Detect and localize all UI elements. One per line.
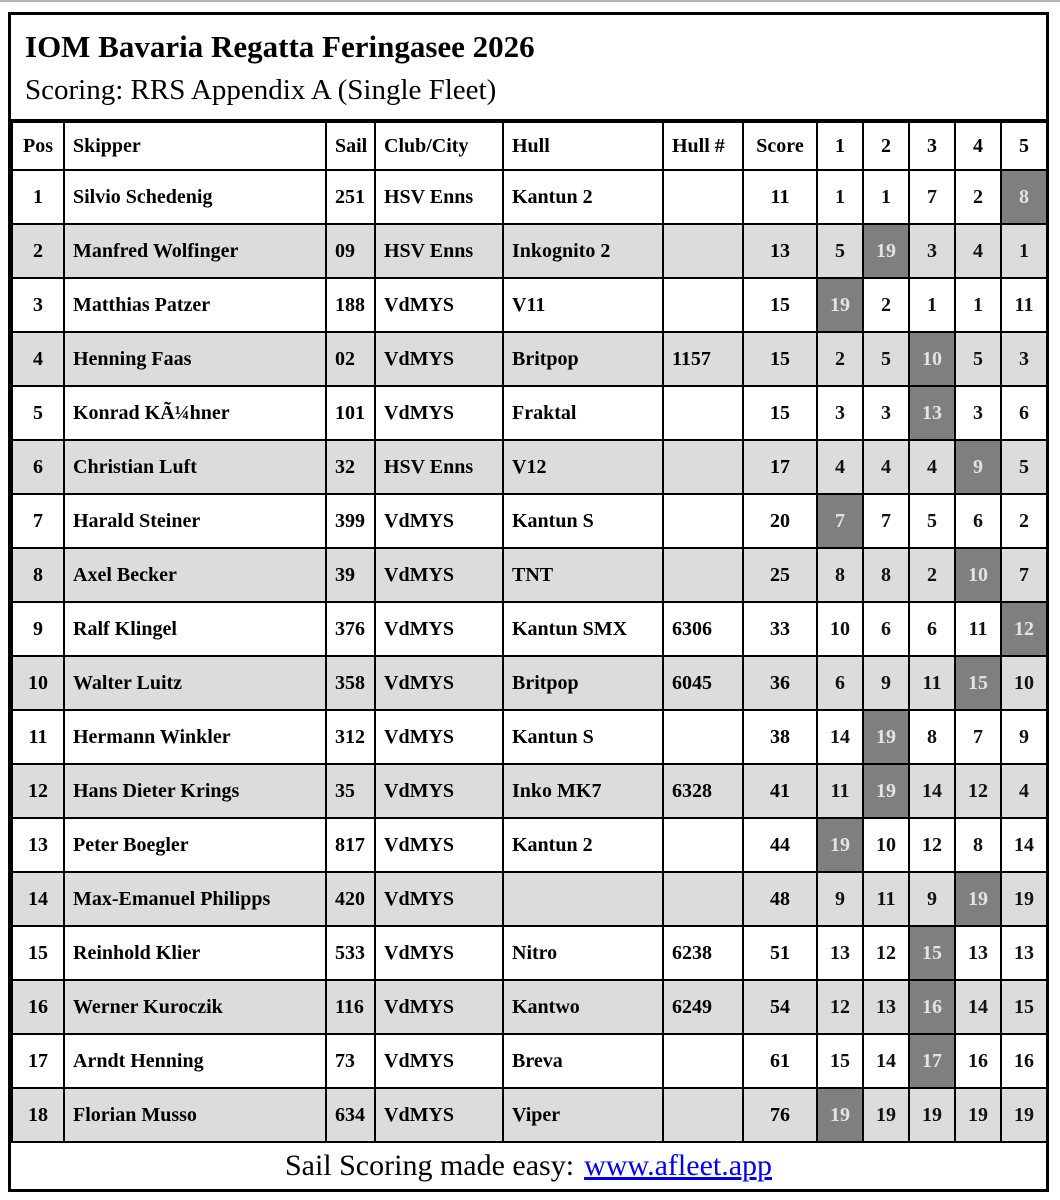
hull-number-cell bbox=[663, 710, 743, 764]
column-header-race-2: 2 bbox=[863, 122, 909, 170]
race-score-cell: 3 bbox=[1001, 332, 1047, 386]
race-score-cell: 1 bbox=[955, 278, 1001, 332]
club-cell: HSV Enns bbox=[375, 170, 503, 224]
race-score-cell: 19 bbox=[863, 224, 909, 278]
sail-cell: 420 bbox=[326, 872, 375, 926]
race-score-cell: 7 bbox=[817, 494, 863, 548]
column-header-hull: Hull bbox=[503, 122, 663, 170]
score-cell: 15 bbox=[743, 332, 817, 386]
table-row bbox=[12, 602, 1047, 656]
skipper-cell: Matthias Patzer bbox=[64, 278, 326, 332]
race-score-cell: 10 bbox=[863, 818, 909, 872]
table-row bbox=[12, 872, 1047, 926]
club-cell: VdMYS bbox=[375, 872, 503, 926]
race-score-cell: 3 bbox=[909, 224, 955, 278]
pos-cell: 7 bbox=[12, 494, 64, 548]
race-score-cell: 2 bbox=[909, 548, 955, 602]
club-cell: VdMYS bbox=[375, 278, 503, 332]
skipper-cell: Max-Emanuel Philipps bbox=[64, 872, 326, 926]
race-score-cell: 6 bbox=[863, 602, 909, 656]
race-score-cell: 13 bbox=[863, 980, 909, 1034]
skipper-cell: Hermann Winkler bbox=[64, 710, 326, 764]
race-score-cell: 4 bbox=[909, 440, 955, 494]
hull-cell: TNT bbox=[503, 548, 663, 602]
sail-cell: 251 bbox=[326, 170, 375, 224]
race-score-cell: 5 bbox=[863, 332, 909, 386]
table-row bbox=[12, 494, 1047, 548]
race-score-cell: 1 bbox=[817, 170, 863, 224]
race-score-cell: 11 bbox=[1001, 278, 1047, 332]
race-score-cell: 11 bbox=[909, 656, 955, 710]
race-score-cell: 9 bbox=[955, 440, 1001, 494]
race-score-cell: 12 bbox=[1001, 602, 1047, 656]
hull-number-cell bbox=[663, 818, 743, 872]
score-cell: 25 bbox=[743, 548, 817, 602]
race-score-cell: 8 bbox=[817, 548, 863, 602]
race-score-cell: 19 bbox=[909, 1088, 955, 1142]
race-score-cell: 11 bbox=[817, 764, 863, 818]
hull-cell: V11 bbox=[503, 278, 663, 332]
pos-cell: 2 bbox=[12, 224, 64, 278]
race-score-cell: 19 bbox=[817, 278, 863, 332]
race-score-cell: 8 bbox=[909, 710, 955, 764]
race-score-cell: 12 bbox=[817, 980, 863, 1034]
club-cell: VdMYS bbox=[375, 386, 503, 440]
club-cell: VdMYS bbox=[375, 764, 503, 818]
club-cell: VdMYS bbox=[375, 926, 503, 980]
table-row bbox=[12, 818, 1047, 872]
race-score-cell: 2 bbox=[1001, 494, 1047, 548]
table-row bbox=[12, 440, 1047, 494]
sail-cell: 02 bbox=[326, 332, 375, 386]
table-row bbox=[12, 656, 1047, 710]
hull-number-cell bbox=[663, 1034, 743, 1088]
score-cell: 41 bbox=[743, 764, 817, 818]
pos-cell: 5 bbox=[12, 386, 64, 440]
column-header-race-3: 3 bbox=[909, 122, 955, 170]
hull-cell: V12 bbox=[503, 440, 663, 494]
column-header-score: Score bbox=[743, 122, 817, 170]
race-score-cell: 6 bbox=[1001, 386, 1047, 440]
skipper-cell: Werner Kuroczik bbox=[64, 980, 326, 1034]
page-title: IOM Bavaria Regatta Feringasee 2026 bbox=[25, 29, 535, 64]
hull-number-cell bbox=[663, 548, 743, 602]
club-cell: HSV Enns bbox=[375, 224, 503, 278]
race-score-cell: 6 bbox=[817, 656, 863, 710]
score-cell: 33 bbox=[743, 602, 817, 656]
pos-cell: 4 bbox=[12, 332, 64, 386]
skipper-cell: Reinhold Klier bbox=[64, 926, 326, 980]
table-row bbox=[12, 170, 1047, 224]
scoring-subtitle: Scoring: RRS Appendix A (Single Fleet) bbox=[25, 74, 497, 106]
hull-number-cell bbox=[663, 278, 743, 332]
hull-cell: Kantun S bbox=[503, 494, 663, 548]
race-score-cell: 4 bbox=[817, 440, 863, 494]
race-score-cell: 9 bbox=[817, 872, 863, 926]
sail-cell: 312 bbox=[326, 710, 375, 764]
hull-cell: Britpop bbox=[503, 656, 663, 710]
race-score-cell: 5 bbox=[817, 224, 863, 278]
table-row bbox=[12, 548, 1047, 602]
pos-cell: 9 bbox=[12, 602, 64, 656]
club-cell: VdMYS bbox=[375, 332, 503, 386]
race-score-cell: 19 bbox=[1001, 1088, 1047, 1142]
hull-number-cell bbox=[663, 224, 743, 278]
pos-cell: 1 bbox=[12, 170, 64, 224]
race-score-cell: 14 bbox=[909, 764, 955, 818]
race-score-cell: 7 bbox=[1001, 548, 1047, 602]
race-score-cell: 14 bbox=[955, 980, 1001, 1034]
race-score-cell: 17 bbox=[909, 1034, 955, 1088]
hull-number-cell: 6249 bbox=[663, 980, 743, 1034]
column-header-sail: Sail bbox=[326, 122, 375, 170]
hull-cell: Breva bbox=[503, 1034, 663, 1088]
sail-cell: 39 bbox=[326, 548, 375, 602]
sail-cell: 35 bbox=[326, 764, 375, 818]
race-score-cell: 10 bbox=[817, 602, 863, 656]
race-score-cell: 15 bbox=[817, 1034, 863, 1088]
hull-cell: Fraktal bbox=[503, 386, 663, 440]
race-score-cell: 5 bbox=[1001, 440, 1047, 494]
race-score-cell: 10 bbox=[1001, 656, 1047, 710]
race-score-cell: 7 bbox=[955, 710, 1001, 764]
table-row bbox=[12, 224, 1047, 278]
skipper-cell: Peter Boegler bbox=[64, 818, 326, 872]
sail-cell: 101 bbox=[326, 386, 375, 440]
hull-cell: Kantun 2 bbox=[503, 818, 663, 872]
race-score-cell: 14 bbox=[1001, 818, 1047, 872]
skipper-cell: Axel Becker bbox=[64, 548, 326, 602]
race-score-cell: 14 bbox=[817, 710, 863, 764]
hull-cell: Kantun 2 bbox=[503, 170, 663, 224]
race-score-cell: 19 bbox=[863, 710, 909, 764]
table-row bbox=[12, 1088, 1047, 1142]
results-sheet bbox=[8, 12, 1049, 1192]
race-score-cell: 1 bbox=[1001, 224, 1047, 278]
score-cell: 11 bbox=[743, 170, 817, 224]
hull-cell bbox=[503, 872, 663, 926]
hull-number-cell: 1157 bbox=[663, 332, 743, 386]
score-cell: 38 bbox=[743, 710, 817, 764]
table-row bbox=[12, 764, 1047, 818]
sail-cell: 634 bbox=[326, 1088, 375, 1142]
column-header-race-5: 5 bbox=[1001, 122, 1047, 170]
race-score-cell: 16 bbox=[1001, 1034, 1047, 1088]
column-header-hull-number: Hull # bbox=[663, 122, 743, 170]
skipper-cell: Florian Musso bbox=[64, 1088, 326, 1142]
race-score-cell: 3 bbox=[817, 386, 863, 440]
hull-cell: Inko MK7 bbox=[503, 764, 663, 818]
club-cell: VdMYS bbox=[375, 818, 503, 872]
pos-cell: 10 bbox=[12, 656, 64, 710]
sail-cell: 376 bbox=[326, 602, 375, 656]
club-cell: VdMYS bbox=[375, 980, 503, 1034]
race-score-cell: 8 bbox=[863, 548, 909, 602]
club-cell: VdMYS bbox=[375, 1034, 503, 1088]
skipper-cell: Konrad KÃ¼hner bbox=[64, 386, 326, 440]
race-score-cell: 14 bbox=[863, 1034, 909, 1088]
race-score-cell: 6 bbox=[955, 494, 1001, 548]
race-score-cell: 10 bbox=[955, 548, 1001, 602]
hull-cell: Viper bbox=[503, 1088, 663, 1142]
club-cell: VdMYS bbox=[375, 710, 503, 764]
pos-cell: 16 bbox=[12, 980, 64, 1034]
race-score-cell: 9 bbox=[863, 656, 909, 710]
table-row bbox=[12, 332, 1047, 386]
skipper-cell: Walter Luitz bbox=[64, 656, 326, 710]
club-cell: VdMYS bbox=[375, 548, 503, 602]
skipper-cell: Arndt Henning bbox=[64, 1034, 326, 1088]
race-score-cell: 6 bbox=[909, 602, 955, 656]
afleet-link[interactable]: www.afleet.app bbox=[584, 1149, 773, 1182]
club-cell: VdMYS bbox=[375, 656, 503, 710]
footer bbox=[11, 1143, 1046, 1189]
column-header-race-4: 4 bbox=[955, 122, 1001, 170]
race-score-cell: 2 bbox=[817, 332, 863, 386]
table-row bbox=[12, 926, 1047, 980]
sail-cell: 358 bbox=[326, 656, 375, 710]
race-score-cell: 13 bbox=[1001, 926, 1047, 980]
footer-text: Sail Scoring made easy: bbox=[284, 1149, 575, 1182]
sail-cell: 399 bbox=[326, 494, 375, 548]
race-score-cell: 13 bbox=[955, 926, 1001, 980]
hull-number-cell: 6238 bbox=[663, 926, 743, 980]
hull-number-cell bbox=[663, 170, 743, 224]
skipper-cell: Ralf Klingel bbox=[64, 602, 326, 656]
hull-number-cell bbox=[663, 872, 743, 926]
race-score-cell: 9 bbox=[1001, 710, 1047, 764]
race-score-cell: 2 bbox=[863, 278, 909, 332]
skipper-cell: Hans Dieter Krings bbox=[64, 764, 326, 818]
score-cell: 48 bbox=[743, 872, 817, 926]
race-score-cell: 5 bbox=[909, 494, 955, 548]
skipper-cell: Silvio Schedenig bbox=[64, 170, 326, 224]
title-block bbox=[11, 15, 1046, 121]
results-body bbox=[12, 170, 1047, 1142]
club-cell: VdMYS bbox=[375, 494, 503, 548]
club-cell: VdMYS bbox=[375, 1088, 503, 1142]
window-top-edge bbox=[0, 0, 1060, 2]
race-score-cell: 3 bbox=[863, 386, 909, 440]
race-score-cell: 3 bbox=[955, 386, 1001, 440]
race-score-cell: 4 bbox=[955, 224, 1001, 278]
hull-number-cell: 6328 bbox=[663, 764, 743, 818]
sail-cell: 32 bbox=[326, 440, 375, 494]
hull-cell: Britpop bbox=[503, 332, 663, 386]
pos-cell: 11 bbox=[12, 710, 64, 764]
pos-cell: 17 bbox=[12, 1034, 64, 1088]
hull-cell: Kantun S bbox=[503, 710, 663, 764]
race-score-cell: 12 bbox=[909, 818, 955, 872]
hull-number-cell bbox=[663, 440, 743, 494]
pos-cell: 13 bbox=[12, 818, 64, 872]
race-score-cell: 19 bbox=[955, 1088, 1001, 1142]
skipper-cell: Harald Steiner bbox=[64, 494, 326, 548]
hull-cell: Inkognito 2 bbox=[503, 224, 663, 278]
hull-cell: Kantwo bbox=[503, 980, 663, 1034]
race-score-cell: 15 bbox=[909, 926, 955, 980]
race-score-cell: 4 bbox=[1001, 764, 1047, 818]
score-cell: 17 bbox=[743, 440, 817, 494]
race-score-cell: 8 bbox=[1001, 170, 1047, 224]
race-score-cell: 7 bbox=[863, 494, 909, 548]
race-score-cell: 19 bbox=[1001, 872, 1047, 926]
results-table bbox=[11, 121, 1048, 1143]
race-score-cell: 19 bbox=[817, 1088, 863, 1142]
score-cell: 36 bbox=[743, 656, 817, 710]
pos-cell: 8 bbox=[12, 548, 64, 602]
race-score-cell: 1 bbox=[863, 170, 909, 224]
hull-number-cell bbox=[663, 1088, 743, 1142]
skipper-cell: Christian Luft bbox=[64, 440, 326, 494]
club-cell: HSV Enns bbox=[375, 440, 503, 494]
skipper-cell: Henning Faas bbox=[64, 332, 326, 386]
score-cell: 13 bbox=[743, 224, 817, 278]
sail-cell: 09 bbox=[326, 224, 375, 278]
race-score-cell: 13 bbox=[909, 386, 955, 440]
pos-cell: 3 bbox=[12, 278, 64, 332]
pos-cell: 15 bbox=[12, 926, 64, 980]
race-score-cell: 15 bbox=[1001, 980, 1047, 1034]
column-header-pos: Pos bbox=[12, 122, 64, 170]
race-score-cell: 11 bbox=[955, 602, 1001, 656]
sail-cell: 116 bbox=[326, 980, 375, 1034]
sail-cell: 817 bbox=[326, 818, 375, 872]
score-cell: 54 bbox=[743, 980, 817, 1034]
score-cell: 20 bbox=[743, 494, 817, 548]
sail-cell: 533 bbox=[326, 926, 375, 980]
score-cell: 61 bbox=[743, 1034, 817, 1088]
hull-cell: Kantun SMX bbox=[503, 602, 663, 656]
score-cell: 44 bbox=[743, 818, 817, 872]
sail-cell: 188 bbox=[326, 278, 375, 332]
club-cell: VdMYS bbox=[375, 602, 503, 656]
hull-number-cell bbox=[663, 494, 743, 548]
column-header-club: Club/City bbox=[375, 122, 503, 170]
column-header-race-1: 1 bbox=[817, 122, 863, 170]
race-score-cell: 1 bbox=[909, 278, 955, 332]
score-cell: 15 bbox=[743, 386, 817, 440]
skipper-cell: Manfred Wolfinger bbox=[64, 224, 326, 278]
hull-number-cell bbox=[663, 386, 743, 440]
table-row bbox=[12, 278, 1047, 332]
race-score-cell: 19 bbox=[955, 872, 1001, 926]
table-row bbox=[12, 980, 1047, 1034]
pos-cell: 14 bbox=[12, 872, 64, 926]
race-score-cell: 19 bbox=[817, 818, 863, 872]
column-header-skipper: Skipper bbox=[64, 122, 326, 170]
race-score-cell: 4 bbox=[863, 440, 909, 494]
pos-cell: 12 bbox=[12, 764, 64, 818]
race-score-cell: 16 bbox=[909, 980, 955, 1034]
hull-number-cell: 6045 bbox=[663, 656, 743, 710]
race-score-cell: 7 bbox=[909, 170, 955, 224]
table-row bbox=[12, 1034, 1047, 1088]
race-score-cell: 12 bbox=[955, 764, 1001, 818]
race-score-cell: 13 bbox=[817, 926, 863, 980]
hull-cell: Nitro bbox=[503, 926, 663, 980]
race-score-cell: 2 bbox=[955, 170, 1001, 224]
race-score-cell: 19 bbox=[863, 764, 909, 818]
score-cell: 76 bbox=[743, 1088, 817, 1142]
pos-cell: 6 bbox=[12, 440, 64, 494]
pos-cell: 18 bbox=[12, 1088, 64, 1142]
header-row bbox=[12, 122, 1047, 170]
score-cell: 15 bbox=[743, 278, 817, 332]
score-cell: 51 bbox=[743, 926, 817, 980]
race-score-cell: 8 bbox=[955, 818, 1001, 872]
race-score-cell: 10 bbox=[909, 332, 955, 386]
sail-cell: 73 bbox=[326, 1034, 375, 1088]
race-score-cell: 11 bbox=[863, 872, 909, 926]
table-row bbox=[12, 386, 1047, 440]
race-score-cell: 9 bbox=[909, 872, 955, 926]
hull-number-cell: 6306 bbox=[663, 602, 743, 656]
race-score-cell: 5 bbox=[955, 332, 1001, 386]
race-score-cell: 19 bbox=[863, 1088, 909, 1142]
table-row bbox=[12, 710, 1047, 764]
race-score-cell: 12 bbox=[863, 926, 909, 980]
race-score-cell: 16 bbox=[955, 1034, 1001, 1088]
race-score-cell: 15 bbox=[955, 656, 1001, 710]
